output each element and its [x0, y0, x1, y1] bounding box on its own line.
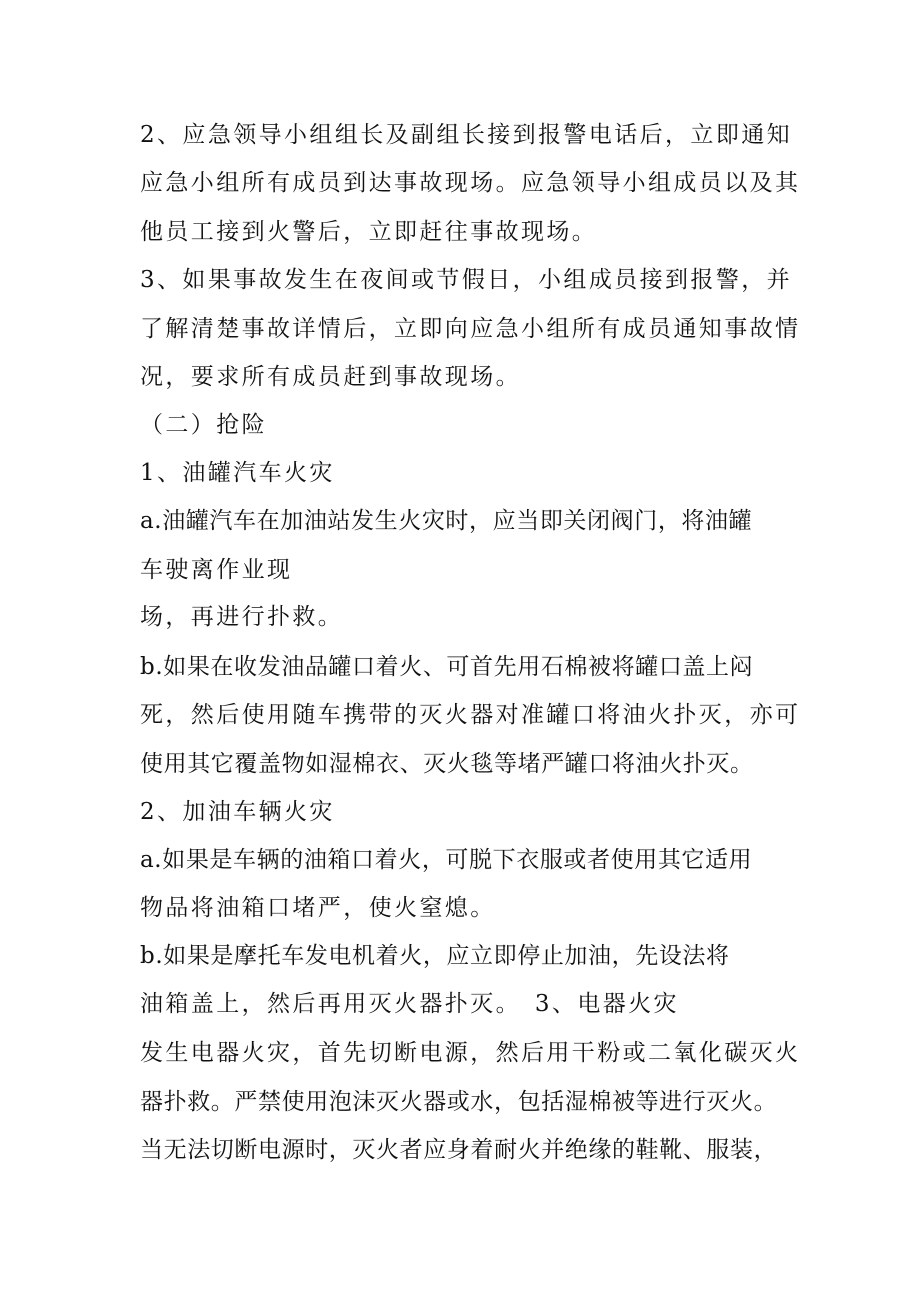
paragraph-line: b.如果是摩托车发电机着火，应立即停止加油，先设法将: [140, 943, 730, 969]
paragraph-line: 死，然后使用随车携带的灭火器对准罐口将油火扑灭，亦可: [140, 702, 801, 728]
paragraph-line: 他员工接到火警后，立即赶往事故现场。: [140, 219, 598, 245]
paragraph-line: a.油罐汽车在加油站发生火灾时，应当即关闭阀门，将油罐: [140, 508, 753, 534]
paragraph-line: 应急小组所有成员到达事故现场。应急领导小组成员以及其: [140, 170, 801, 196]
paragraph-line: 场，再进行扑救。: [140, 604, 344, 630]
paragraph-line: 当无法切断电源时，灭火者应身着耐火并绝缘的鞋靴、服装，: [140, 1137, 778, 1163]
subsection-heading: 2、加油车辆火灾: [140, 799, 335, 825]
paragraph-line: 油箱盖上，然后再用灭火器扑灭。 3、电器火灾: [140, 991, 679, 1017]
paragraph-line: 2、应急领导小组组长及副组长接到报警电话后，立即通知: [140, 122, 793, 148]
section-heading: （二）抢险: [140, 412, 267, 438]
subsection-heading: 1、油罐汽车火灾: [140, 460, 335, 486]
paragraph-line: 使用其它覆盖物如湿棉衣、灭火毯等堵严罐口将油火扑灭。: [140, 751, 754, 777]
paragraph-line: 车驶离作业现: [140, 557, 293, 583]
paragraph-line: 3、如果事故发生在夜间或节假日，小组成员接到报警，并: [140, 267, 793, 293]
paragraph-line: a.如果是车辆的油箱口着火，可脱下衣服或者使用其它适用: [140, 847, 753, 873]
paragraph-line: 器扑救。严禁使用泡沫灭火器或水，包括湿棉被等进行灭火。: [140, 1089, 778, 1115]
paragraph-line: b.如果在收发油品罐口着火、可首先用石棉被将罐口盖上闷: [140, 654, 754, 680]
paragraph-line: 了解清楚事故详情后，立即向应急小组所有成员通知事故情: [140, 316, 801, 342]
paragraph-line: 物品将油箱口堵严，使火窒熄。: [140, 895, 496, 921]
paragraph-line: 发生电器火灾，首先切断电源，然后用干粉或二氧化碳灭火: [140, 1040, 801, 1066]
paragraph-line: 况，要求所有成员赶到事故现场。: [140, 364, 521, 390]
